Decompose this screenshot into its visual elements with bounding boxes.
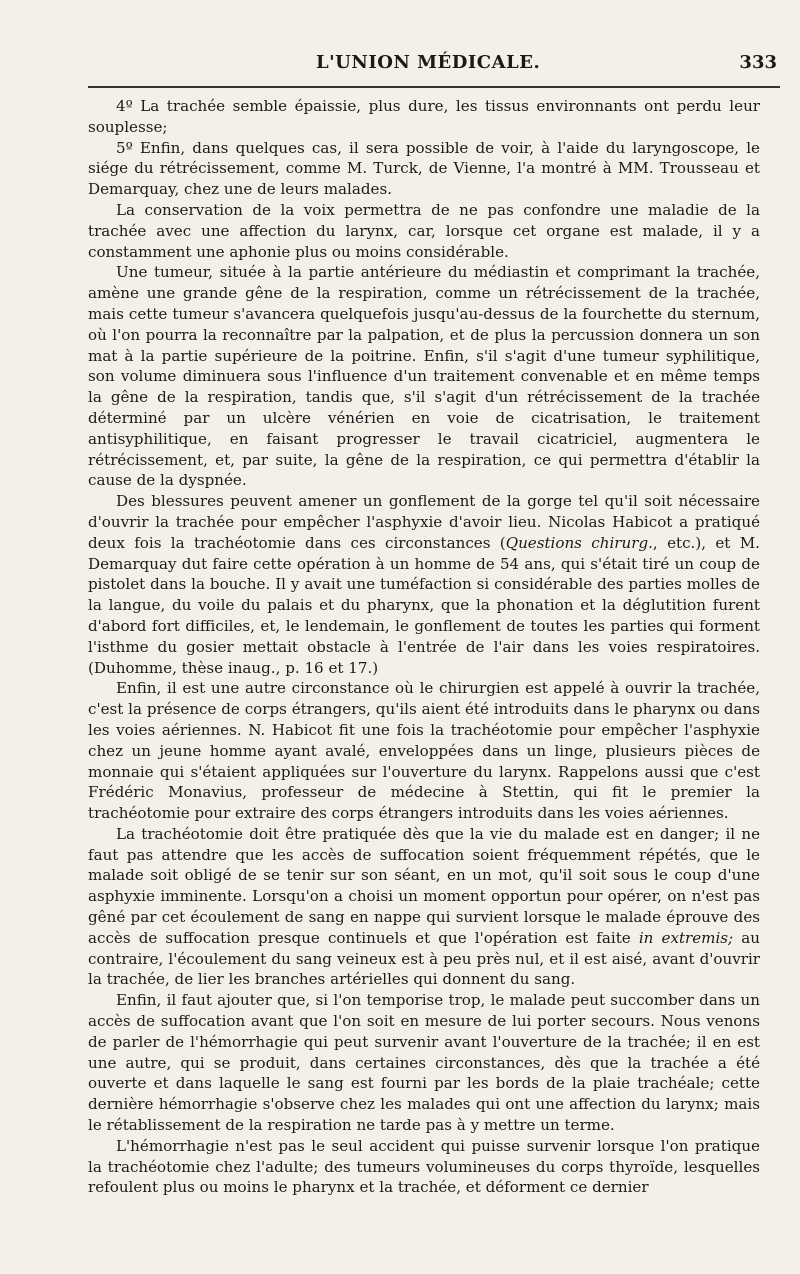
page-header [0, 52, 800, 82]
running-title: L'UNION MÉDICALE. [316, 52, 541, 73]
paragraph-foreign-bodies: Enfin, il est une autre circonstance où le chirurgien est appelé à ouvrir la trachée, c'est la présence de corps étrangers, qu'ils aient été introduits dans le pharynx ou dans les voies aériennes. N. Habicot fit une fois la trachéotomie pour empêcher l'asphyxie chez un jeune homme ayant avalé, enveloppées dans un linge, plusieurs pièces de monnaie qui s'étaient appliquées sur l'ouverture du larynx. Rappelons aussi que c'est Frédéric Monavius, professeur de médecine à Stettin, qui fit le premier la trachéotomie pour extraire des corps étrangers introduits dans les voies aériennes. [88, 679, 760, 823]
paragraph-other-accidents: L'hémorrhagie n'est pas le seul accident qui puisse survenir lorsque l'on pratique la trachéotomie chez l'adulte; des tumeurs volumineuses du corps thyroïde, lesquelles refoulent plus ou moins le pharynx et la trachée, et déforment ce dernier [88, 1136, 760, 1197]
paragraph-wounds-text-1: Des blessures peuvent amener un gonflement de la gorge tel qu'il soit nécessaire d'ouvrir la trachée pour empêcher l'asphyxie d'avoir lieu. Nicolas Habicot a pratiqué deux fois la trachéotomie dans ces circonstances ( [88, 492, 760, 552]
paragraph-wounds-citation: Questions chirurg. [505, 533, 653, 552]
paragraph-item-5: 5º Enfin, dans quelques cas, il sera possible de voir, à l'aide du laryngoscope, le siége du rétrécissement, comme M. Turck, de Vienne, l'a montré à MM. Trousseau et Demarquay, chez une de leurs malades. [88, 138, 760, 199]
header-rule [88, 86, 780, 88]
paragraph-timing-text-1: La trachéotomie doit être pratiquée dès que la vie du malade est en danger; il ne faut pas attendre que les accès de suffocation soient fréquemment répétés, que le malade soit obligé de se tenir sur son séant, en un mot, qu'il soit sous le coup d'une asphyxie imminente. Lorsqu'on a choisi un moment opportun pour opérer, on n'est pas gêné par cet écoulement de sang en nappe qui survient lorsque le malade éprouve des accès de suffocation presque continuels et que l'opération est faite [88, 824, 760, 947]
paragraph-wounds-text-2: , etc.), et M. Demarquay dut faire cette opération à un homme de 54 ans, qui s'était tiré un coup de pistolet dans la bouche. Il y avait une tuméfaction si considérable des parties molles de la langue, du voile du palais et du pharynx, que la phonation et la déglutition furent d'abord fort difficiles, et, le lendemain, le gonflement de toutes les parties qui forment l'isthme du gosier mettait obstacle à l'entrée de l'air dans les voies respiratoires. (Duhomme, thèse inaug., p. 16 et 17.) [88, 533, 760, 677]
page-number: 333 [739, 52, 777, 73]
paragraph-item-4: 4º La trachée semble épaissie, plus dure, les tissus environnants ont perdu leur souplesse; [88, 97, 760, 136]
paragraph-temporize: Enfin, il faut ajouter que, si l'on temporise trop, le malade peut succomber dans un accès de suffocation avant que l'on soit en mesure de lui porter secours. Nous venons de parler de l'hémorrhagie qui peut survenir avant l'ouverture de la trachée; il en est une autre, qui se produit, dans certaines circonstances, dès que la trachée a été ouverte et dans laquelle le sang est fourni par les bords de la plaie trachéale; cette dernière hémorrhagie s'observe chez les malades qui ont une affection du larynx; mais le rétablissement de la respiration ne tarde pas à y mettre un terme. [88, 991, 760, 1135]
paragraph-wounds [88, 491, 760, 678]
paragraph-voice-conservation: La conservation de la voix permettra de ne pas confondre une maladie de la trachée avec une affection du larynx, car, lorsque cet organe est malade, il y a constamment une aphonie plus ou moins considérable. [88, 200, 760, 261]
paragraph-timing-latin: in extremis; [638, 928, 734, 947]
body-text [88, 96, 760, 1198]
paragraph-mediastinal-tumor: Une tumeur, située à la partie antérieure du médiastin et comprimant la trachée, amène une grande gêne de la respiration, comme un rétrécissement de la trachée, mais cette tumeur s'avancera quelquefois jusqu'au-dessus de la fourchette du sternum, où l'on pourra la reconnaître par la palpation, et de plus la percussion donnera un son mat à la partie supérieure de la poitrine. Enfin, s'il s'agit d'une tumeur syphilitique, son volume diminuera sous l'influence d'un traitement convenable et en même temps la gêne de la respiration, tandis que, s'il s'agit d'un rétrécissement de la trachée déterminé par un ulcère vénérien en voie de cicatrisation, le traitement antisyphilitique, en faisant progresser le travail cicatriciel, augmentera le rétrécissement, et, par suite, la gêne de la respiration, ce qui permettra d'établir la cause de la dyspnée. [88, 263, 760, 490]
paragraph-timing-text-2: au contraire, l'écoulement du sang veineux est à peu près nul, et il est aisé, avant d'ouvrir la trachée, de lier les branches artérielles qui donnent du sang. [88, 928, 760, 989]
paragraph-timing [88, 824, 760, 990]
